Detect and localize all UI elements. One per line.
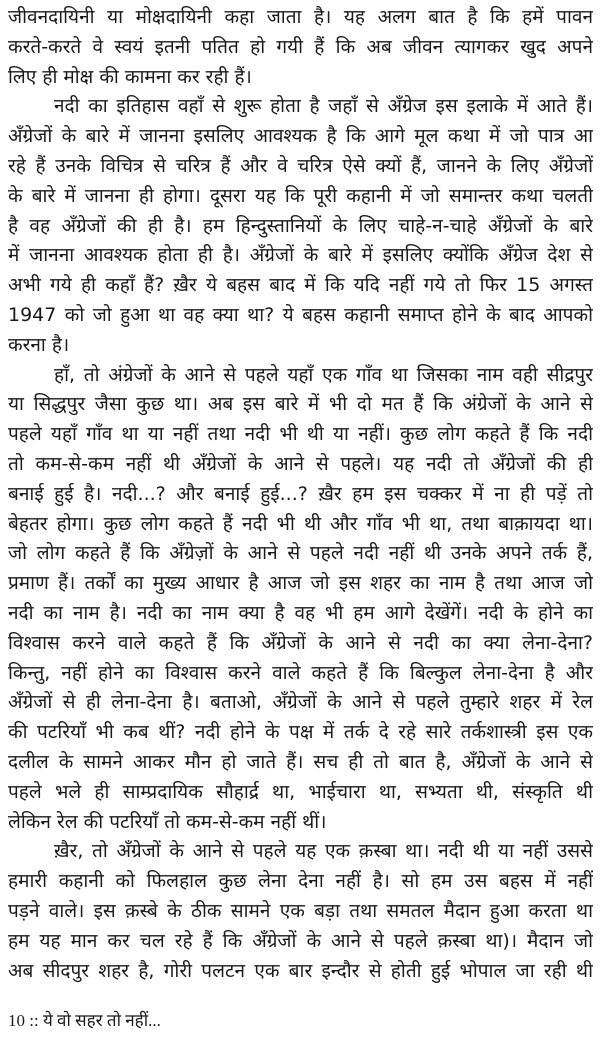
text-line: रहे हैं उनके विचित्र से चरित्र हैं और वे चरित्र ऐसे क्यों हैं, जानने के लिए अँग्रेजों xyxy=(8,154,593,177)
text-line: में जानना आवश्यक होता ही है। अँग्रेजों के बारे में इसलिए क्योंकि अँग्रेज देश से xyxy=(8,244,593,267)
text-line: 1947 को जो हुआ था वह क्या था? ये बहस कहानी समाप्त होने के बाद आपको xyxy=(8,303,593,326)
text-line: बेहतर होगा। कुछ लोग कहते हैं नदी भी थी और गाँव भी था, तथा बाक़ायदा था। xyxy=(8,512,593,535)
paragraph-start: ख़ैर, तो अँग्रेजों के आने से पहले यह एक क़स्बा था। नदी थी या नहीं उससे xyxy=(54,840,593,863)
text-line: प्रमाण हैं। तर्कों का मुख्य आधार है आज जो इस शहर का नाम है तथा आज जो xyxy=(8,572,593,595)
text-line: किन्तु, नहीं होने का विश्वास करने वाले कहते हैं कि बिल्कुल लेना-देना है और xyxy=(8,661,593,684)
text-line: जो लोग कहते हैं कि अँग्रेज़ों के आने से पहले नदी नहीं थी उनके अपने तर्क हैं, xyxy=(8,542,593,565)
text-line: नदी का नाम है। नदी का नाम क्या है वह भी हम आगे देखेंगें। नदी के होने का xyxy=(8,601,593,624)
text-line: है वह अँग्रेजों की ही है। हम हिन्दुस्तानियों के लिए चाहे-न-चाहे अँग्रेजों के बारे xyxy=(8,214,593,237)
text-line: लिए ही मोक्ष की कामना कर रही हैं। xyxy=(8,65,252,88)
text-line: हम यह मान कर चल रहे हैं कि अँग्रेजों के आने से पहले क़स्बा था)। मैदान जो xyxy=(8,929,593,952)
text-line: या सिद्धपुर जैसा कुछ था। अब इस बारे में भी दो मत हैं कि अंग्रेजों के आने से xyxy=(8,393,593,416)
text-line: जीवनदायिनी या मोक्षदायिनी कहा जाता है। यह अलग बात है कि हमें पावन xyxy=(8,6,593,28)
page-footer: 10 :: ये वो सहर तो नहीं... xyxy=(8,1011,161,1030)
text-line: अँग्रेजों के बारे में जानना इसलिए आवश्यक है कि आगे मूल कथा में जो पात्र आ xyxy=(8,125,593,148)
text-line: हमारी कहानी को फिलहाल कुछ लेना देना नहीं है। सो हम उस बहस में नहीं xyxy=(8,870,593,893)
page-body xyxy=(8,3,593,986)
text-line: लेकिन रेल की पटरियाँ तो कम-से-कम नहीं थीं। xyxy=(8,810,327,833)
text-line: की पटरियाँ भी कब थीं? नदी होने के पक्ष में तर्क दे रहे सारे तर्कशास्त्री इस एक xyxy=(8,721,593,744)
text-line: विश्वास करने वाले कहते हैं कि अँग्रेजों के आने से नदी का क्या लेना-देना? xyxy=(8,631,593,654)
text-line: पड़ने वाले। इस क़स्बे के ठीक सामने एक बड़ा तथा समतल मैदान हुआ करता था xyxy=(8,899,593,922)
text-line: दलील के सामने आकर मौन हो जाते हैं। सच ही तो बात है, अँग्रेजों के आने से xyxy=(8,750,593,773)
paragraph-start: नदी का इतिहास वहाँ से शुरू होता है जहाँ से अँग्रेज इस इलाके में आते हैं। xyxy=(54,95,593,118)
text-line: पहले भले ही साम्प्रदायिक सौहार्द्र था, भाईचारा था, सभ्यता थी, संस्कृति थी xyxy=(8,780,593,803)
text-line: के बारे में जानना ही होगा। दूसरा यह कि पूरी कहानी में जो समान्तर कथा चलती xyxy=(8,184,593,207)
text-line: करते-करते वे स्वयं इतनी पतित हो गयी हैं कि अब जीवन त्यागकर खुद अपने xyxy=(8,35,593,58)
text-line: बनाई हुई है। नदी...? और बनाई हुई...? ख़ैर हम इस चक्कर में ना ही पड़ें तो xyxy=(8,482,593,505)
text-line: अँग्रेजों से ही लेना-देना है। बताओ, अँग्रेजों के आने से पहले तुम्हारे शहर में रेल xyxy=(8,691,593,714)
paragraph-start: हाँ, तो अंग्रेजों के आने से पहले यहाँ एक गाँव था जिसका नाम वही सीद्रपुर xyxy=(54,363,593,386)
text-line: तो कम-से-कम नहीं थी अँग्रेजों के आने से पहले। यह नदी तो अँग्रेजों की ही xyxy=(8,452,593,475)
text-line: अब सीदपुर शहर है, गोरी पलटन एक बार इन्दौर से होती हुई भोपाल जा रही थी xyxy=(8,959,593,982)
text-line: अभी गये ही कहाँ हैं? ख़ैर ये बहस बाद में कि यदि नहीं गये तो फिर 15 अगस्त xyxy=(8,274,593,297)
text-line: करना है। xyxy=(8,333,70,356)
text-line: पहले यहाँ गाँव था या नहीं तथा नदी भी थी या नहीं। कुछ लोग कहते हैं कि नदी xyxy=(8,423,593,446)
